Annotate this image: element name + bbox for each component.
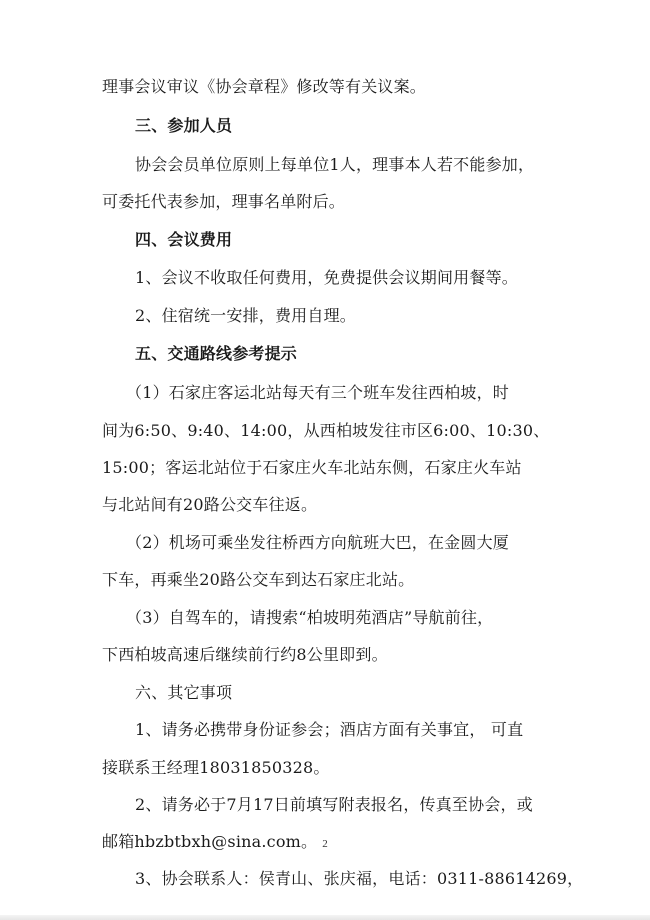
section-heading-transport: 五、交通路线参考提示 xyxy=(135,344,298,363)
body-line-transport-1c: 15:00；客运北站位于石家庄火车北站东侧，石家庄火车站 xyxy=(102,458,522,477)
body-line-other-1b: 接联系王经理18031850328。 xyxy=(102,758,330,777)
body-line-fees-1: 1、会议不收取任何费用，免费提供会议期间用餐等。 xyxy=(135,268,518,287)
scan-edge-shadow xyxy=(0,915,650,920)
section-heading-participants: 三、参加人员 xyxy=(135,116,233,135)
body-line-transport-1b: 间为6:50、9:40、14:00，从西柏坡发往市区6:00、10:30、 xyxy=(102,421,550,440)
section-heading-other: 六、其它事项 xyxy=(135,683,233,702)
body-line-other-3: 3、协会联系人：侯青山、张庆福，电话：0311-88614269， xyxy=(135,869,584,888)
section-heading-fees: 四、会议费用 xyxy=(135,230,233,249)
page-number: 2 xyxy=(322,838,328,850)
body-line-fees-2: 2、住宿统一安排，费用自理。 xyxy=(135,306,356,325)
body-line-other-1a: 1、请务必携带身份证参会；酒店方面有关事宜， 可直 xyxy=(135,720,524,739)
body-line-transport-3a: （3）自驾车的，请搜索“柏坡明苑酒店”导航前往， xyxy=(126,608,494,627)
body-line-transport-2a: （2）机场可乘坐发往桥西方向航班大巴，在金圆大厦 xyxy=(126,533,509,552)
body-line-participants-1: 协会会员单位原则上每单位1人，理事本人若不能参加， xyxy=(135,155,535,174)
body-line-participants-2: 可委托代表参加，理事名单附后。 xyxy=(102,192,346,211)
body-line-transport-1a: （1）石家庄客运北站每天有三个班车发往西柏坡，时 xyxy=(126,383,509,402)
body-line-other-2b: 邮箱hbzbtbxh@sina.com。 xyxy=(102,832,318,851)
body-line-transport-2b: 下车，再乘坐20路公交车到达石家庄北站。 xyxy=(102,570,415,589)
body-line-transport-1d: 与北站间有20路公交车往返。 xyxy=(102,495,318,514)
body-line-transport-3b: 下西柏坡高速后继续前行约8公里即到。 xyxy=(102,645,388,664)
body-line-agenda-end: 理事会议审议《协会章程》修改等有关议案。 xyxy=(102,77,427,96)
body-line-other-2a: 2、请务必于7月17日前填写附表报名，传真至协会，或 xyxy=(135,795,533,814)
